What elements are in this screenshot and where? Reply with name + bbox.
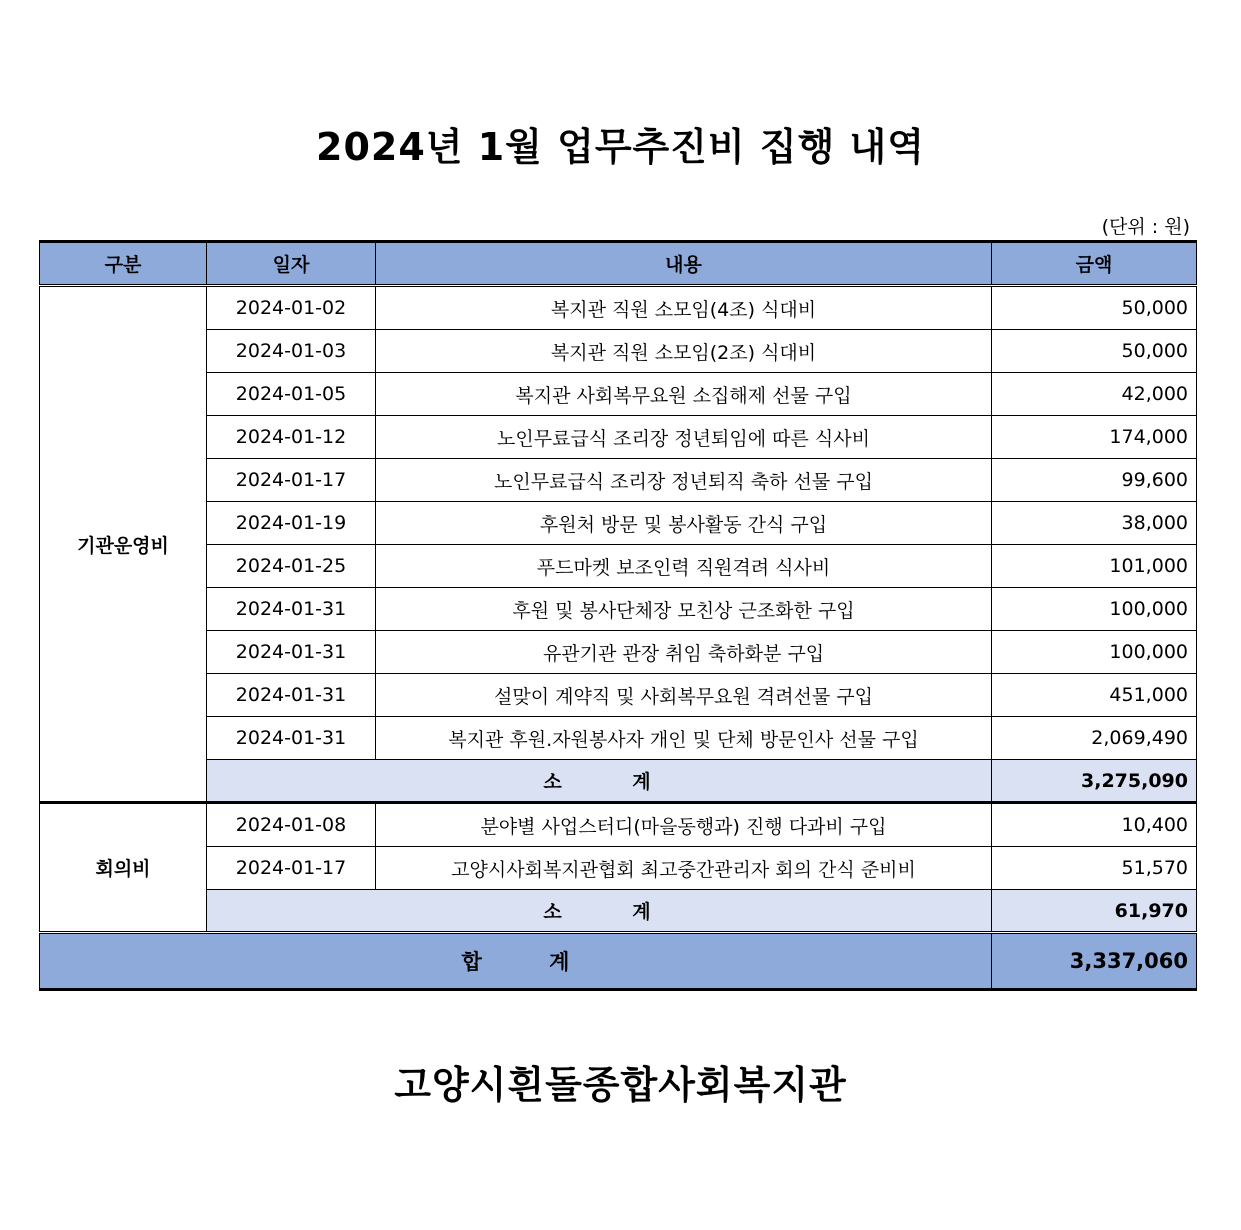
table-row [40,803,1197,847]
date-cell: 2024-01-17 [207,459,376,502]
content-cell: 노인무료급식 조리장 정년퇴직 축하 선물 구입 [376,459,992,502]
table-row [40,847,1197,890]
content-cell: 복지관 사회복무요원 소집해제 선물 구입 [376,373,992,416]
content-cell: 푸드마켓 보조인력 직원격려 식사비 [376,545,992,588]
subtotal-amount: 61,970 [992,890,1197,933]
table-row [40,416,1197,459]
date-cell: 2024-01-19 [207,502,376,545]
header-content: 내용 [376,242,992,286]
content-cell: 후원 및 봉사단체장 모친상 근조화한 구입 [376,588,992,631]
table-row [40,373,1197,416]
category-cell: 회의비 [40,803,207,933]
unit-note: (단위 : 원) [1101,216,1190,238]
amount-cell: 38,000 [992,502,1197,545]
header-category: 구분 [40,242,207,286]
table-row [40,330,1197,373]
amount-cell: 101,000 [992,545,1197,588]
header-amount: 금액 [992,242,1197,286]
organization-name: 고양시흰돌종합사회복지관 [394,1063,847,1107]
date-cell: 2024-01-31 [207,631,376,674]
date-cell: 2024-01-02 [207,286,376,330]
table-row [40,286,1197,330]
table-row [40,674,1197,717]
page-title: 2024년 1월 업무추진비 집행 내역 [316,125,925,169]
amount-cell: 51,570 [992,847,1197,890]
date-cell: 2024-01-31 [207,717,376,760]
amount-cell: 2,069,490 [992,717,1197,760]
date-cell: 2024-01-12 [207,416,376,459]
subtotal-row [40,760,1197,803]
content-cell: 복지관 직원 소모임(2조) 식대비 [376,330,992,373]
amount-cell: 42,000 [992,373,1197,416]
date-cell: 2024-01-05 [207,373,376,416]
table-row [40,717,1197,760]
amount-cell: 451,000 [992,674,1197,717]
amount-cell: 10,400 [992,803,1197,847]
amount-cell: 99,600 [992,459,1197,502]
content-cell: 후원처 방문 및 봉사활동 간식 구입 [376,502,992,545]
date-cell: 2024-01-31 [207,674,376,717]
content-cell: 복지관 직원 소모임(4조) 식대비 [376,286,992,330]
subtotal-row [40,890,1197,933]
total-row [40,933,1197,990]
amount-cell: 50,000 [992,330,1197,373]
amount-cell: 100,000 [992,588,1197,631]
amount-cell: 50,000 [992,286,1197,330]
table-header-row [40,242,1197,286]
date-cell: 2024-01-31 [207,588,376,631]
date-cell: 2024-01-25 [207,545,376,588]
content-cell: 고양시사회복지관협회 최고중간관리자 회의 간식 준비비 [376,847,992,890]
subtotal-label: 소 계 [207,890,992,933]
content-cell: 노인무료급식 조리장 정년퇴임에 따른 식사비 [376,416,992,459]
header-date: 일자 [207,242,376,286]
content-cell: 유관기관 관장 취임 축하화분 구입 [376,631,992,674]
date-cell: 2024-01-03 [207,330,376,373]
table-row [40,631,1197,674]
table-row [40,588,1197,631]
table-row [40,459,1197,502]
table-row [40,502,1197,545]
total-label: 합 계 [40,933,992,990]
date-cell: 2024-01-17 [207,847,376,890]
subtotal-amount: 3,275,090 [992,760,1197,803]
amount-cell: 174,000 [992,416,1197,459]
total-amount: 3,337,060 [992,933,1197,990]
subtotal-label: 소 계 [207,760,992,803]
content-cell: 설맞이 계약직 및 사회복무요원 격려선물 구입 [376,674,992,717]
expense-table [39,240,1197,991]
category-cell: 기관운영비 [40,286,207,803]
date-cell: 2024-01-08 [207,803,376,847]
table-row [40,545,1197,588]
content-cell: 분야별 사업스터디(마을동행과) 진행 다과비 구입 [376,803,992,847]
amount-cell: 100,000 [992,631,1197,674]
content-cell: 복지관 후원.자원봉사자 개인 및 단체 방문인사 선물 구입 [376,717,992,760]
